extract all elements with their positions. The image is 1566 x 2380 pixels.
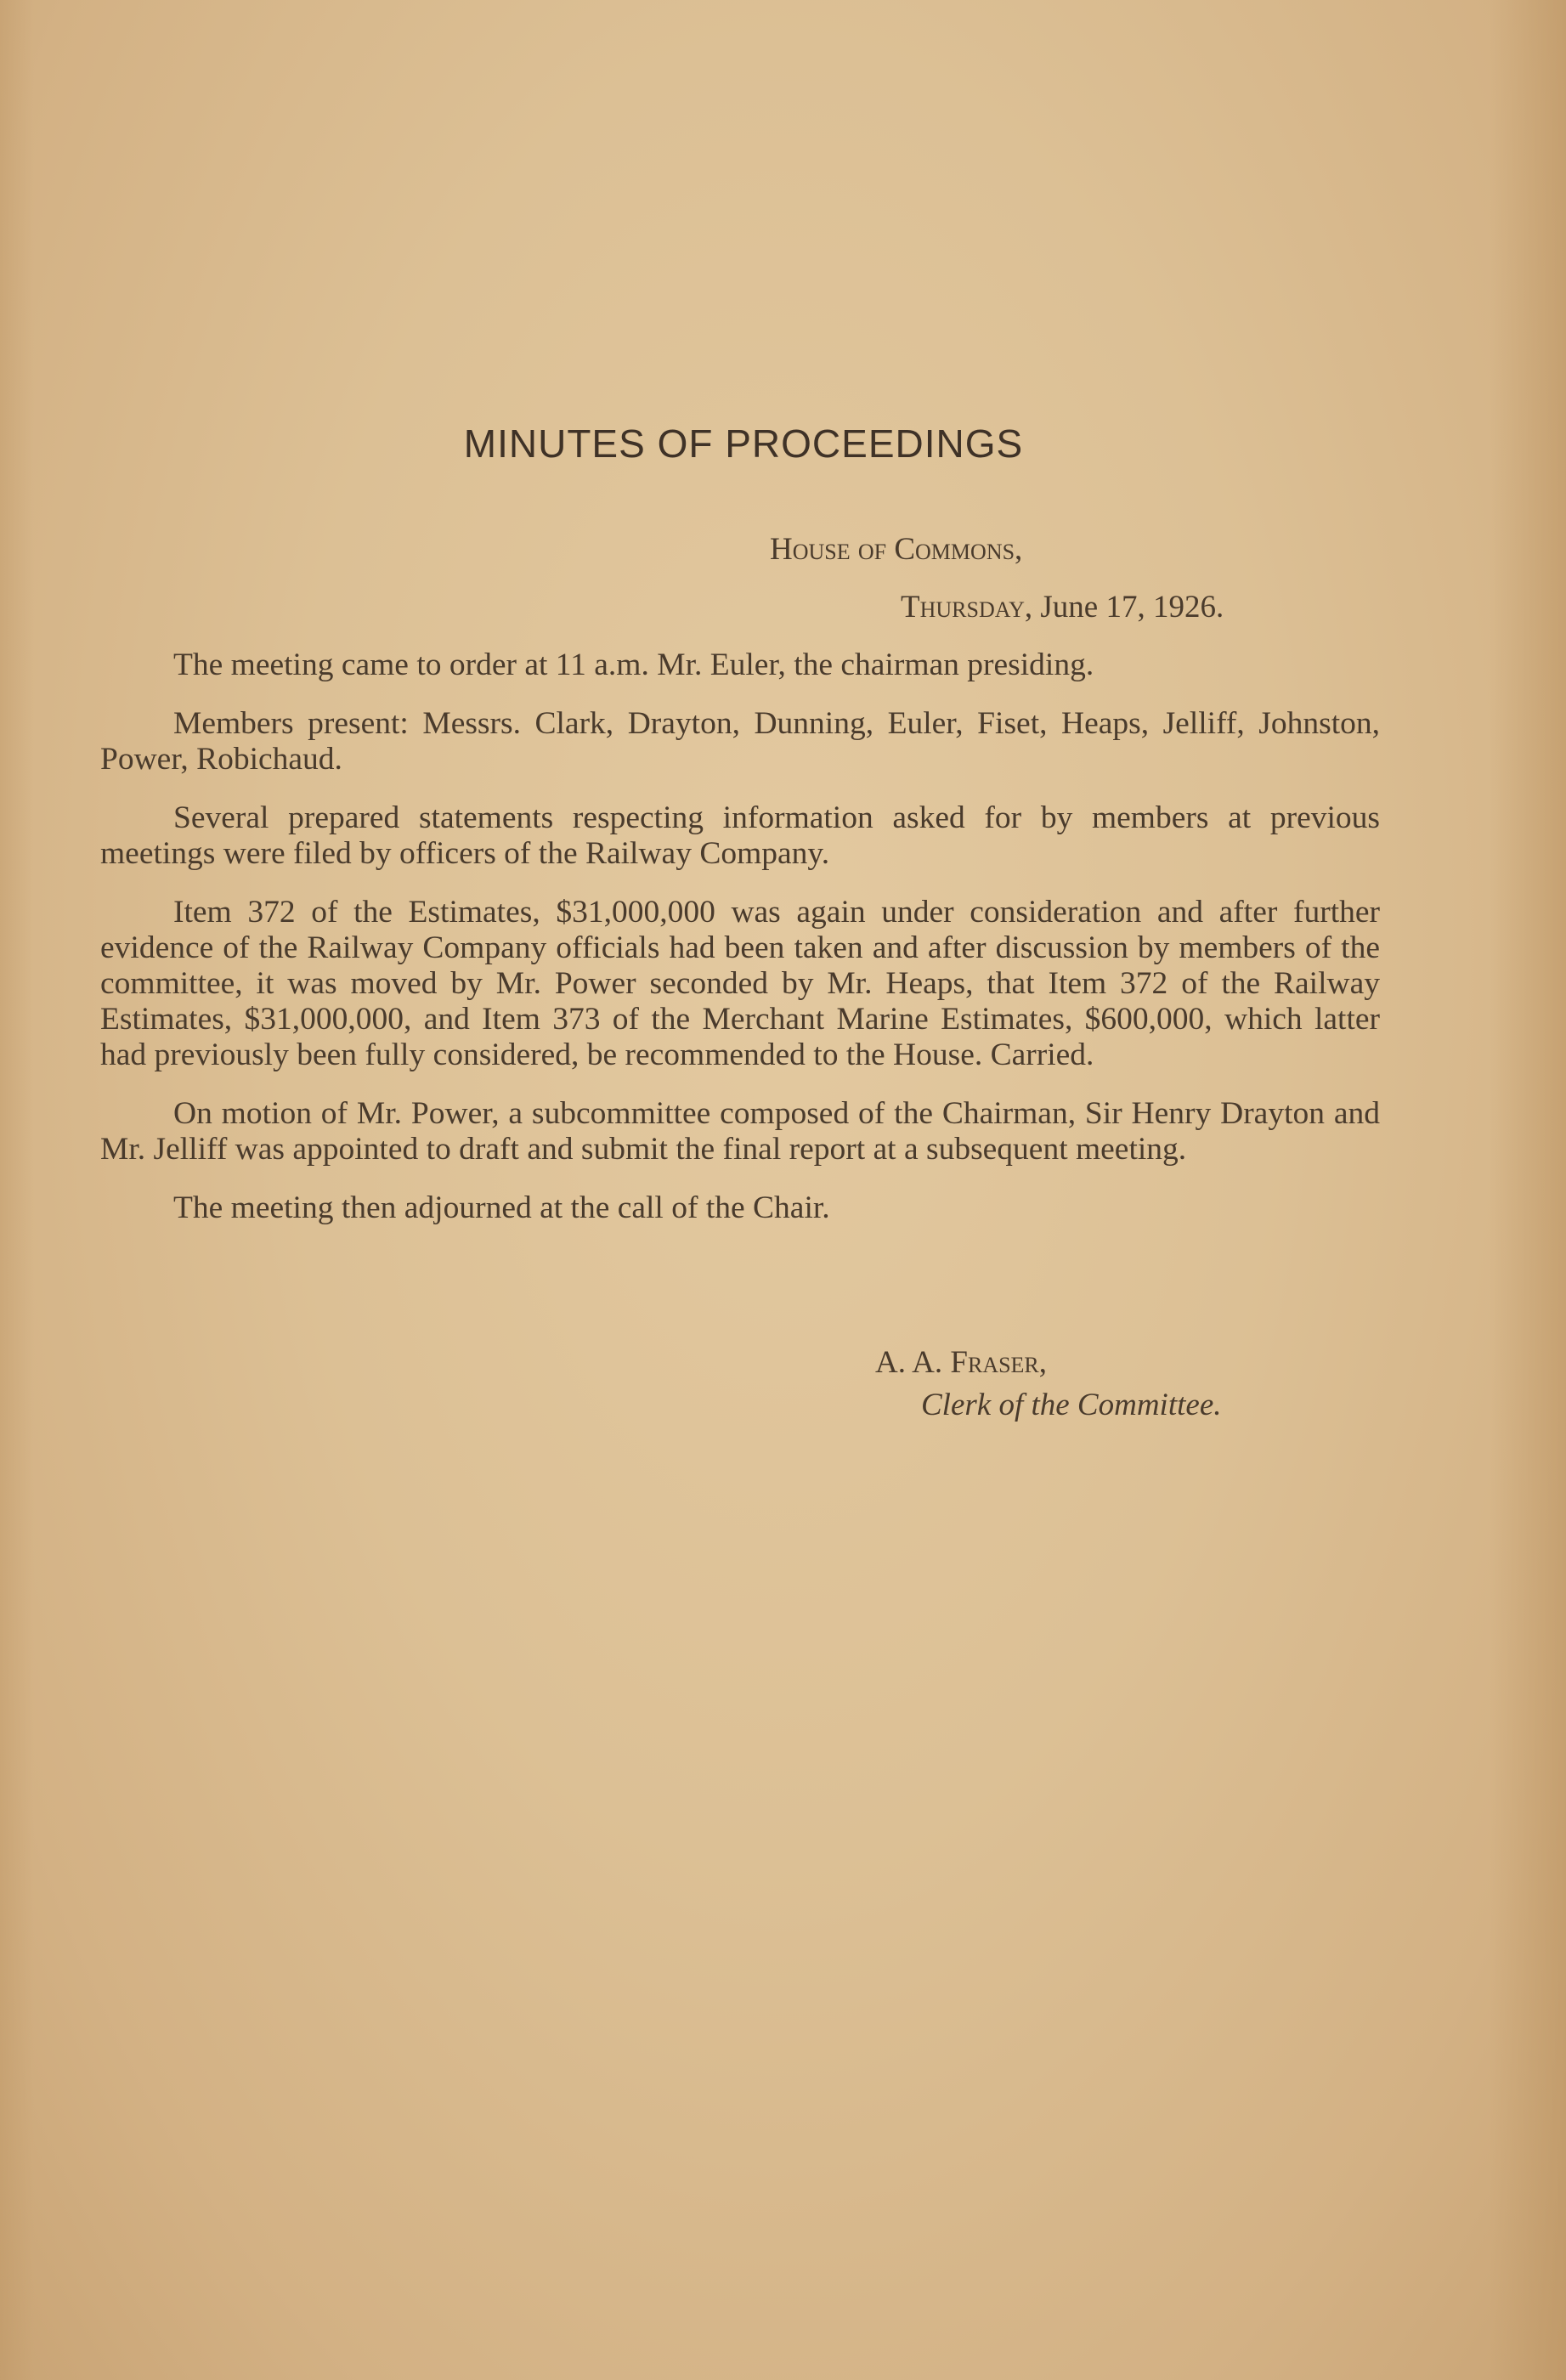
paragraph-statements-filed: Several prepared statements respecting information asked for by members at previous meetings were filed by officers of the Railway Company. (100, 800, 1380, 871)
signature-name: A. A. Fraser, (875, 1345, 1048, 1380)
page-edge-shading-left (0, 0, 34, 2380)
paragraph-estimates-motion: Item 372 of the Estimates, $31,000,000 was again under consideration and after further evidence of the Railway Company officials had been taken and after discussion by members of the committee, it was moved by Mr. Power seconded by Mr. Heaps, that Item 372 of the Railway Estimates, $31,000,000, and Item 373 of the Merchant Marine Estimates, $600,000, which latter had previously been fully considered, be recommended to the House. Carried. (100, 895, 1380, 1072)
date-line (901, 589, 1224, 625)
location-line: House of Commons, (770, 532, 1023, 567)
date-label: June 17, 1926. (1040, 590, 1224, 625)
paragraph-meeting-opened: The meeting came to order at 11 a.m. Mr. Euler, the chairman presiding. (173, 647, 1094, 682)
document-title: MINUTES OF PROCEEDINGS (463, 421, 1024, 466)
paragraph-subcommittee: On motion of Mr. Power, a subcommittee composed of the Chairman, Sir Henry Drayton and Mr. Jelliff was appointed to draft and submit the final report at a subsequent meeting. (100, 1096, 1380, 1167)
day-label: Thursday, (901, 590, 1033, 625)
minutes-body (100, 647, 1380, 1249)
paragraph-members-present: Members present: Messrs. Clark, Drayton, Dunning, Euler, Fiset, Heaps, Jelliff, Johnston, Power, Robichaud. (100, 706, 1380, 777)
paragraph-adjourned: The meeting then adjourned at the call of the Chair. (173, 1190, 830, 1225)
signature-title: Clerk of the Committee. (921, 1388, 1222, 1422)
page-edge-shading (1490, 0, 1566, 2380)
